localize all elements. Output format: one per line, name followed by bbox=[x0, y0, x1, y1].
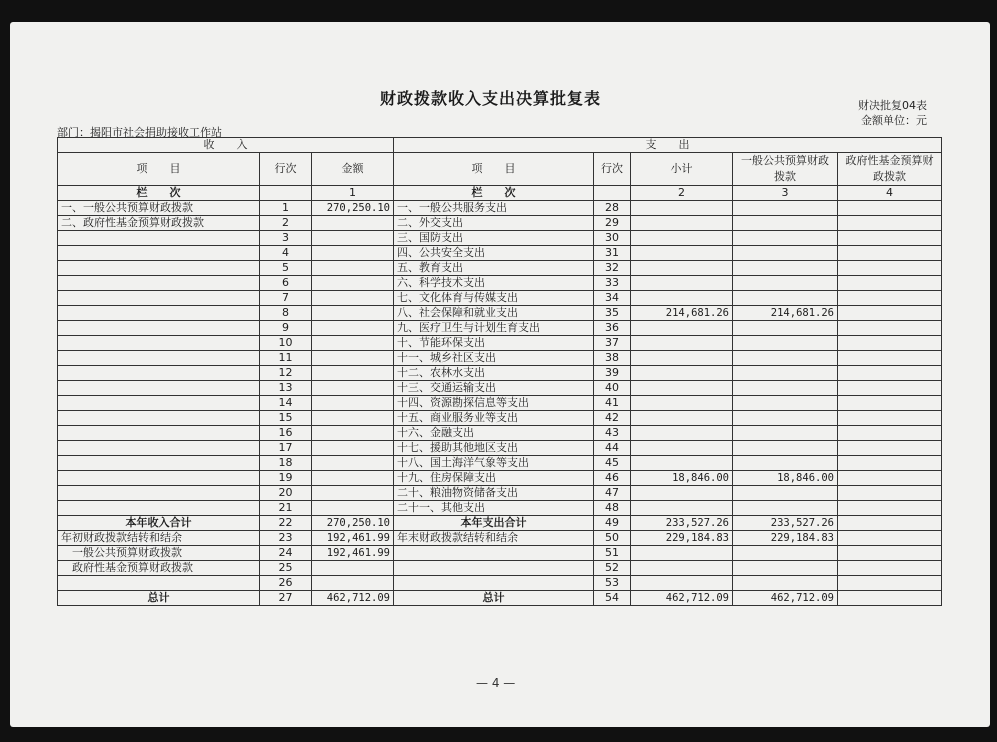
table-row bbox=[58, 561, 942, 576]
income-col-label: 栏 次 bbox=[58, 186, 260, 201]
expense-row-no: 28 bbox=[594, 201, 631, 216]
table-row bbox=[58, 366, 942, 381]
income-row-no: 2 bbox=[260, 216, 312, 231]
general-budget-amount: 229,184.83 bbox=[733, 531, 838, 546]
income-amount bbox=[312, 246, 394, 261]
expense-row-no: 45 bbox=[594, 456, 631, 471]
col-number-4: 4 bbox=[838, 186, 942, 201]
expense-item bbox=[394, 576, 594, 591]
gov-fund-amount bbox=[838, 366, 942, 381]
income-row-no: 22 bbox=[260, 516, 312, 531]
general-budget-amount bbox=[733, 426, 838, 441]
subtotal-amount bbox=[631, 291, 733, 306]
expense-item: 十二、农林水支出 bbox=[394, 366, 594, 381]
income-row-no: 8 bbox=[260, 306, 312, 321]
gov-fund-amount bbox=[838, 381, 942, 396]
general-budget-amount bbox=[733, 336, 838, 351]
income-item: 一、一般公共预算财政拨款 bbox=[58, 201, 260, 216]
expense-row-no: 46 bbox=[594, 471, 631, 486]
income-row-no: 27 bbox=[260, 591, 312, 606]
expense-item bbox=[394, 546, 594, 561]
income-amount bbox=[312, 381, 394, 396]
expense-row-no: 37 bbox=[594, 336, 631, 351]
expense-row-no: 52 bbox=[594, 561, 631, 576]
col-number-3: 3 bbox=[733, 186, 838, 201]
table-row bbox=[58, 351, 942, 366]
subtotal-header: 小计 bbox=[631, 153, 733, 186]
expense-row-no: 38 bbox=[594, 351, 631, 366]
income-amount bbox=[312, 576, 394, 591]
empty-cell bbox=[594, 186, 631, 201]
income-amount bbox=[312, 561, 394, 576]
income-item bbox=[58, 471, 260, 486]
income-row-no: 14 bbox=[260, 396, 312, 411]
expense-row-no: 48 bbox=[594, 501, 631, 516]
income-item: 本年收入合计 bbox=[58, 516, 260, 531]
expense-row-no: 33 bbox=[594, 276, 631, 291]
income-item bbox=[58, 246, 260, 261]
table-row bbox=[58, 411, 942, 426]
income-item: 总计 bbox=[58, 591, 260, 606]
income-item bbox=[58, 261, 260, 276]
income-amount bbox=[312, 321, 394, 336]
general-budget-amount bbox=[733, 216, 838, 231]
income-row-no: 19 bbox=[260, 471, 312, 486]
income-row-no: 25 bbox=[260, 561, 312, 576]
income-header: 收 入 bbox=[58, 138, 394, 153]
income-row-no: 24 bbox=[260, 546, 312, 561]
expense-row-no: 40 bbox=[594, 381, 631, 396]
subtotal-amount bbox=[631, 276, 733, 291]
gov-fund-amount bbox=[838, 411, 942, 426]
income-amount bbox=[312, 231, 394, 246]
general-budget-amount bbox=[733, 321, 838, 336]
expense-item: 十八、国土海洋气象等支出 bbox=[394, 456, 594, 471]
form-code: 财决批复04表 bbox=[858, 99, 927, 112]
expense-row-no: 34 bbox=[594, 291, 631, 306]
gov-fund-amount bbox=[838, 591, 942, 606]
gov-fund-amount bbox=[838, 501, 942, 516]
gov-fund-amount bbox=[838, 336, 942, 351]
gov-fund-amount bbox=[838, 321, 942, 336]
table-row bbox=[58, 261, 942, 276]
expense-item: 六、科学技术支出 bbox=[394, 276, 594, 291]
gov-fund-amount bbox=[838, 261, 942, 276]
general-budget-amount bbox=[733, 396, 838, 411]
expense-row-no: 30 bbox=[594, 231, 631, 246]
expense-row-no: 44 bbox=[594, 441, 631, 456]
table-row bbox=[58, 501, 942, 516]
gov-fund-amount bbox=[838, 276, 942, 291]
subtotal-amount: 233,527.26 bbox=[631, 516, 733, 531]
income-row-no: 20 bbox=[260, 486, 312, 501]
income-amount: 462,712.09 bbox=[312, 591, 394, 606]
income-item bbox=[58, 336, 260, 351]
gov-fund-header: 政府性基金预算财政拨款 bbox=[838, 153, 942, 186]
table-row bbox=[58, 381, 942, 396]
income-amount bbox=[312, 351, 394, 366]
income-amount bbox=[312, 456, 394, 471]
income-item bbox=[58, 366, 260, 381]
income-amount bbox=[312, 411, 394, 426]
income-amount bbox=[312, 426, 394, 441]
subtotal-amount bbox=[631, 561, 733, 576]
subtotal-amount bbox=[631, 546, 733, 561]
expense-item: 十四、资源勘探信息等支出 bbox=[394, 396, 594, 411]
subtotal-amount bbox=[631, 456, 733, 471]
general-budget-amount: 214,681.26 bbox=[733, 306, 838, 321]
gov-fund-amount bbox=[838, 471, 942, 486]
income-row-no: 12 bbox=[260, 366, 312, 381]
expense-row-no: 32 bbox=[594, 261, 631, 276]
table-row bbox=[58, 591, 942, 606]
gov-fund-amount bbox=[838, 441, 942, 456]
gov-fund-amount bbox=[838, 231, 942, 246]
income-item bbox=[58, 381, 260, 396]
page-number: — 4 — bbox=[476, 676, 516, 690]
expense-item: 本年支出合计 bbox=[394, 516, 594, 531]
income-item bbox=[58, 396, 260, 411]
general-budget-amount bbox=[733, 501, 838, 516]
income-row-no: 23 bbox=[260, 531, 312, 546]
income-item bbox=[58, 321, 260, 336]
subtotal-amount bbox=[631, 411, 733, 426]
expense-row-no: 35 bbox=[594, 306, 631, 321]
expense-row-no: 50 bbox=[594, 531, 631, 546]
general-budget-amount bbox=[733, 201, 838, 216]
expense-item: 二十、粮油物资储备支出 bbox=[394, 486, 594, 501]
income-amount: 192,461.99 bbox=[312, 546, 394, 561]
general-budget-header: 一般公共预算财政拨款 bbox=[733, 153, 838, 186]
subtotal-amount bbox=[631, 381, 733, 396]
general-budget-amount bbox=[733, 411, 838, 426]
expense-item: 总计 bbox=[394, 591, 594, 606]
income-item: 政府性基金预算财政拨款 bbox=[58, 561, 260, 576]
income-item-header: 项 目 bbox=[58, 153, 260, 186]
amount-unit: 金额单位：元 bbox=[861, 114, 927, 127]
subtotal-amount bbox=[631, 366, 733, 381]
gov-fund-amount bbox=[838, 246, 942, 261]
table-row bbox=[58, 516, 942, 531]
income-row-no: 9 bbox=[260, 321, 312, 336]
expense-item: 九、医疗卫生与计划生育支出 bbox=[394, 321, 594, 336]
income-item bbox=[58, 426, 260, 441]
expense-row-no: 29 bbox=[594, 216, 631, 231]
income-amount bbox=[312, 306, 394, 321]
income-amount bbox=[312, 336, 394, 351]
income-item bbox=[58, 456, 260, 471]
expense-row-no-header: 行次 bbox=[594, 153, 631, 186]
income-amount bbox=[312, 396, 394, 411]
subtotal-amount bbox=[631, 216, 733, 231]
empty-cell bbox=[260, 186, 312, 201]
income-item: 年初财政拨款结转和结余 bbox=[58, 531, 260, 546]
page-title: 财政拨款收入支出决算批复表 bbox=[380, 89, 602, 108]
income-item bbox=[58, 351, 260, 366]
subtotal-amount bbox=[631, 426, 733, 441]
income-item bbox=[58, 276, 260, 291]
expense-item: 四、公共安全支出 bbox=[394, 246, 594, 261]
gov-fund-amount bbox=[838, 306, 942, 321]
table-row bbox=[58, 336, 942, 351]
subtotal-amount bbox=[631, 486, 733, 501]
expense-row-no: 51 bbox=[594, 546, 631, 561]
expense-item bbox=[394, 561, 594, 576]
expense-item: 三、国防支出 bbox=[394, 231, 594, 246]
income-row-no: 3 bbox=[260, 231, 312, 246]
income-row-no: 21 bbox=[260, 501, 312, 516]
subtotal-amount bbox=[631, 576, 733, 591]
general-budget-amount bbox=[733, 576, 838, 591]
general-budget-amount bbox=[733, 291, 838, 306]
gov-fund-amount bbox=[838, 201, 942, 216]
income-amount: 270,250.10 bbox=[312, 201, 394, 216]
col-number-1: 1 bbox=[312, 186, 394, 201]
income-amount bbox=[312, 291, 394, 306]
expense-row-no: 42 bbox=[594, 411, 631, 426]
gov-fund-amount bbox=[838, 351, 942, 366]
income-row-no: 15 bbox=[260, 411, 312, 426]
income-amount bbox=[312, 501, 394, 516]
income-item bbox=[58, 486, 260, 501]
general-budget-amount: 233,527.26 bbox=[733, 516, 838, 531]
income-amount: 192,461.99 bbox=[312, 531, 394, 546]
general-budget-amount bbox=[733, 561, 838, 576]
expense-item: 十七、援助其他地区支出 bbox=[394, 441, 594, 456]
income-row-no: 10 bbox=[260, 336, 312, 351]
expense-row-no: 47 bbox=[594, 486, 631, 501]
expense-item: 七、文化体育与传媒支出 bbox=[394, 291, 594, 306]
income-item bbox=[58, 231, 260, 246]
general-budget-amount bbox=[733, 486, 838, 501]
subtotal-amount bbox=[631, 201, 733, 216]
income-row-no: 17 bbox=[260, 441, 312, 456]
gov-fund-amount bbox=[838, 561, 942, 576]
income-item bbox=[58, 501, 260, 516]
income-item bbox=[58, 411, 260, 426]
gov-fund-amount bbox=[838, 456, 942, 471]
income-amount bbox=[312, 216, 394, 231]
subtotal-amount: 214,681.26 bbox=[631, 306, 733, 321]
general-budget-amount: 462,712.09 bbox=[733, 591, 838, 606]
income-row-no: 7 bbox=[260, 291, 312, 306]
gov-fund-amount bbox=[838, 516, 942, 531]
table-row bbox=[58, 486, 942, 501]
general-budget-amount: 18,846.00 bbox=[733, 471, 838, 486]
expense-item: 十六、金融支出 bbox=[394, 426, 594, 441]
expense-row-no: 31 bbox=[594, 246, 631, 261]
subtotal-amount bbox=[631, 336, 733, 351]
subtotal-amount bbox=[631, 231, 733, 246]
income-row-no: 18 bbox=[260, 456, 312, 471]
gov-fund-amount bbox=[838, 291, 942, 306]
subtotal-amount bbox=[631, 441, 733, 456]
income-amount bbox=[312, 486, 394, 501]
income-amount bbox=[312, 441, 394, 456]
expense-item: 十、节能环保支出 bbox=[394, 336, 594, 351]
table-row bbox=[58, 231, 942, 246]
table-row bbox=[58, 396, 942, 411]
subtotal-amount: 18,846.00 bbox=[631, 471, 733, 486]
expense-row-no: 54 bbox=[594, 591, 631, 606]
income-item bbox=[58, 306, 260, 321]
subtotal-amount bbox=[631, 351, 733, 366]
expense-item: 十三、交通运输支出 bbox=[394, 381, 594, 396]
subtotal-amount bbox=[631, 396, 733, 411]
income-row-no: 5 bbox=[260, 261, 312, 276]
expense-item: 年末财政拨款结转和结余 bbox=[394, 531, 594, 546]
expense-item: 二、外交支出 bbox=[394, 216, 594, 231]
table-row bbox=[58, 471, 942, 486]
subtotal-amount bbox=[631, 501, 733, 516]
income-item: 一般公共预算财政拨款 bbox=[58, 546, 260, 561]
table-row bbox=[58, 531, 942, 546]
income-amount bbox=[312, 366, 394, 381]
income-item bbox=[58, 441, 260, 456]
table-row bbox=[58, 456, 942, 471]
subtotal-amount: 462,712.09 bbox=[631, 591, 733, 606]
gov-fund-amount bbox=[838, 426, 942, 441]
table-row bbox=[58, 546, 942, 561]
subtotal-amount bbox=[631, 246, 733, 261]
table-row bbox=[58, 291, 942, 306]
income-row-no: 13 bbox=[260, 381, 312, 396]
table-row bbox=[58, 276, 942, 291]
gov-fund-amount bbox=[838, 486, 942, 501]
general-budget-amount bbox=[733, 366, 838, 381]
expense-col-label: 栏 次 bbox=[394, 186, 594, 201]
income-amount-header: 金额 bbox=[312, 153, 394, 186]
department-label: 部门：揭阳市社会捐助接收工作站 bbox=[57, 126, 222, 139]
income-item: 二、政府性基金预算财政拨款 bbox=[58, 216, 260, 231]
income-amount bbox=[312, 471, 394, 486]
expense-item: 十九、住房保障支出 bbox=[394, 471, 594, 486]
expense-row-no: 39 bbox=[594, 366, 631, 381]
table-row bbox=[58, 321, 942, 336]
income-row-no: 1 bbox=[260, 201, 312, 216]
income-row-no: 4 bbox=[260, 246, 312, 261]
table-row bbox=[58, 216, 942, 231]
expense-row-no: 41 bbox=[594, 396, 631, 411]
expense-row-no: 36 bbox=[594, 321, 631, 336]
expense-item: 五、教育支出 bbox=[394, 261, 594, 276]
income-item bbox=[58, 291, 260, 306]
expense-item: 一、一般公共服务支出 bbox=[394, 201, 594, 216]
expense-row-no: 43 bbox=[594, 426, 631, 441]
income-amount bbox=[312, 261, 394, 276]
general-budget-amount bbox=[733, 546, 838, 561]
subtotal-amount bbox=[631, 321, 733, 336]
general-budget-amount bbox=[733, 261, 838, 276]
gov-fund-amount bbox=[838, 216, 942, 231]
general-budget-amount bbox=[733, 381, 838, 396]
expense-row-no: 49 bbox=[594, 516, 631, 531]
table-row bbox=[58, 246, 942, 261]
table-row bbox=[58, 201, 942, 216]
income-row-no: 16 bbox=[260, 426, 312, 441]
general-budget-amount bbox=[733, 456, 838, 471]
table-row bbox=[58, 576, 942, 591]
gov-fund-amount bbox=[838, 546, 942, 561]
income-row-no: 6 bbox=[260, 276, 312, 291]
table-row bbox=[58, 306, 942, 321]
income-row-no: 26 bbox=[260, 576, 312, 591]
income-row-no-header: 行次 bbox=[260, 153, 312, 186]
general-budget-amount bbox=[733, 351, 838, 366]
income-amount bbox=[312, 276, 394, 291]
expense-item: 二十一、其他支出 bbox=[394, 501, 594, 516]
income-amount: 270,250.10 bbox=[312, 516, 394, 531]
expense-item: 八、社会保障和就业支出 bbox=[394, 306, 594, 321]
table-row bbox=[58, 441, 942, 456]
general-budget-amount bbox=[733, 441, 838, 456]
expense-item: 十一、城乡社区支出 bbox=[394, 351, 594, 366]
expense-item-header: 项 目 bbox=[394, 153, 594, 186]
budget-table bbox=[57, 137, 942, 606]
income-item bbox=[58, 576, 260, 591]
gov-fund-amount bbox=[838, 396, 942, 411]
expense-item: 十五、商业服务业等支出 bbox=[394, 411, 594, 426]
subtotal-amount: 229,184.83 bbox=[631, 531, 733, 546]
general-budget-amount bbox=[733, 246, 838, 261]
gov-fund-amount bbox=[838, 576, 942, 591]
expense-row-no: 53 bbox=[594, 576, 631, 591]
table-row bbox=[58, 426, 942, 441]
subtotal-amount bbox=[631, 261, 733, 276]
income-row-no: 11 bbox=[260, 351, 312, 366]
general-budget-amount bbox=[733, 276, 838, 291]
expense-header: 支 出 bbox=[394, 138, 942, 153]
col-number-2: 2 bbox=[631, 186, 733, 201]
gov-fund-amount bbox=[838, 531, 942, 546]
general-budget-amount bbox=[733, 231, 838, 246]
